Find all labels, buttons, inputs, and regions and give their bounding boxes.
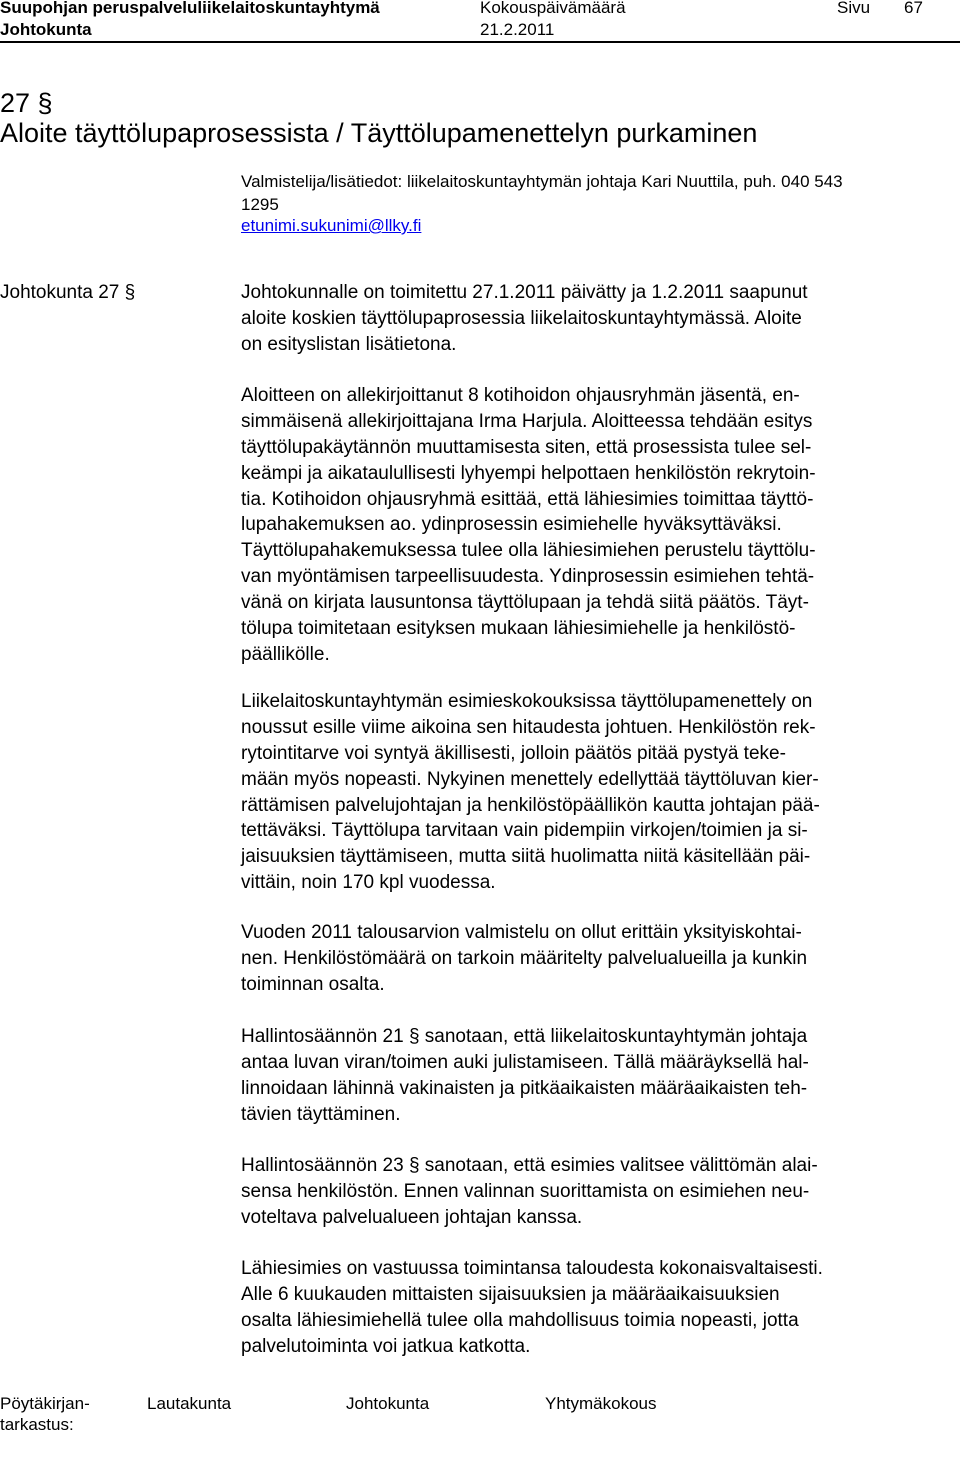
paragraph-line: täyttölupakäytännön muuttamisesta siten, että prosessista tulee sel-	[241, 436, 812, 458]
paragraph-7	[241, 1256, 823, 1360]
paragraph-line: Hallintosäännön 21 § sanotaan, että liikelaitoskuntayhtymän johtaja	[241, 1026, 808, 1047]
paragraph-line: keämpi ja aikataulullisesti lyhyempi helpottaen henkilöstön rekrytoin-	[241, 462, 816, 484]
preparer-email-link[interactable]: etunimi.sukunimi@llky.fi	[241, 216, 422, 235]
paragraph-line: rättämisen palvelujohtajan ja henkilöstöpäällikön kautta johtajan pää-	[241, 794, 820, 816]
paragraph-4	[241, 920, 807, 998]
paragraph-line: osalta lähiesimiehellä tulee olla mahdollisuus toimia nopeasti, jotta	[241, 1309, 799, 1331]
paragraph-line: tettäväksi. Täyttölupa tarvitaan vain pidempiin virkojen/toimien ja si-	[241, 820, 808, 842]
paragraph-line: antaa luvan viran/toimen auki julistamiseen. Tällä määräyksellä hal-	[241, 1051, 809, 1073]
paragraph-line: voteltava palvelualueen johtajan kanssa.	[241, 1206, 583, 1228]
paragraph-line: päällikölle.	[241, 643, 330, 665]
paragraph-line: lupahakemuksen ao. ydinprosessin esimiehelle hyväksyttäväksi.	[241, 514, 782, 536]
paragraph-line: Täyttölupahakemuksessa tulee olla lähiesimiehen perustelu täyttölu-	[241, 540, 816, 562]
paragraph-2	[241, 383, 816, 668]
organization-name: Suupohjan peruspalveluliikelaitoskuntayhtymä	[0, 0, 380, 17]
paragraph-line: jaisuuksien täyttämiseen, mutta siitä huolimatta niitä käsitellään päi-	[241, 846, 811, 868]
paragraph-line: tia. Kotihoidon ohjausryhmä esittää, että lähiesimies toimittaa täyttö-	[241, 488, 814, 510]
meeting-date: 21.2.2011	[480, 20, 555, 39]
paragraph-line: vittäin, noin 170 kpl vuodessa.	[241, 872, 496, 894]
paragraph-line: Lähiesimies on vastuussa toimintansa taloudesta kokonaisvaltaisesti.	[241, 1258, 823, 1279]
section-number: 27 §	[0, 88, 53, 118]
review-label-line: tarkastus:	[0, 1415, 74, 1434]
paragraph-line: aloite koskien täyttölupaprosessia liikelaitoskuntayhtymässä. Aloite	[241, 307, 802, 329]
footer-assembly-column: Yhtymäkokous	[545, 1394, 657, 1413]
page-number: 67	[904, 0, 923, 17]
footer-executive-column: Johtokunta	[346, 1394, 430, 1413]
body-name: Johtokunta	[0, 20, 92, 39]
paragraph-line: simmäisenä allekirjoittajana Irma Harjula. Aloitteessa tehdään esitys	[241, 410, 813, 432]
section-title: Aloite täyttölupaprosessista / Täyttölupamenettelyn purkaminen	[0, 118, 758, 148]
paragraph-line: noussut esille viime aikoina sen hitaudesta johtuen. Henkilöstön rek-	[241, 716, 816, 738]
preparer-line: Valmistelija/lisätiedot: liikelaitoskuntayhtymän johtaja Kari Nuuttila, puh. 040 543	[241, 172, 843, 191]
paragraph-line: Johtokunnalle on toimitettu 27.1.2011 päivätty ja 1.2.2011 saapunut	[241, 282, 808, 303]
review-label-line: Pöytäkirjan-	[0, 1394, 90, 1413]
paragraph-1	[241, 280, 808, 358]
paragraph-line: linnoidaan lähinnä vakinaisten ja pitkäaikaisten määräaikaisten teh-	[241, 1077, 808, 1099]
paragraph-line: on esityslistan lisätietona.	[241, 333, 457, 355]
paragraph-5	[241, 1024, 809, 1128]
paragraph-line: mään myös nopeasti. Nykyinen menettely edellyttää täyttöluvan kier-	[241, 768, 819, 790]
paragraph-line: nen. Henkilöstömäärä on tarkoin määritelty palvelualueilla ja kunkin	[241, 947, 808, 969]
paragraph-line: toiminnan osalta.	[241, 973, 385, 995]
paragraph-3	[241, 689, 820, 896]
paragraph-line: Liikelaitoskuntayhtymän esimieskokouksissa täyttölupamenettely on	[241, 691, 813, 712]
paragraph-line: tävien täyttäminen.	[241, 1103, 401, 1125]
meeting-date-label: Kokouspäivämäärä	[480, 0, 626, 17]
paragraph-line: Aloitteen on allekirjoittanut 8 kotihoidon ohjausryhmän jäsentä, en-	[241, 385, 800, 406]
paragraph-line: rytointitarve voi syntyä äkillisesti, jolloin päätös pitää pystyä teke-	[241, 742, 786, 764]
review-label	[0, 1393, 90, 1435]
paragraph-line: Alle 6 kuukauden mittaisten sijaisuuksien ja määräaikaisuuksien	[241, 1283, 780, 1305]
paragraph-line: Vuoden 2011 talousarvion valmistelu on ollut erittäin yksityiskohtai-	[241, 922, 802, 943]
footer-board-column: Lautakunta	[147, 1394, 232, 1413]
paragraph-line: van myöntämisen tarpeellisuudesta. Ydinprosessin esimiehen tehtä-	[241, 566, 815, 588]
paragraph-line: sensa henkilöstön. Ennen valinnan suorittamista on esimiehen neu-	[241, 1180, 810, 1202]
agenda-side-label: Johtokunta 27 §	[0, 282, 136, 303]
paragraph-line: palvelutoiminta voi jatkua katkotta.	[241, 1335, 531, 1357]
paragraph-line: vänä on kirjata lausuntonsa täyttölupaan ja tehdä siitä päätös. Täyt-	[241, 592, 809, 614]
preparer-info	[241, 170, 843, 216]
header-divider	[0, 41, 960, 43]
paragraph-line: tölupa toimitetaan esityksen mukaan lähiesimiehelle ja henkilöstö-	[241, 618, 796, 640]
preparer-line: 1295	[241, 195, 279, 214]
page-label: Sivu	[837, 0, 871, 17]
paragraph-line: Hallintosäännön 23 § sanotaan, että esimies valitsee välittömän alai-	[241, 1155, 818, 1176]
paragraph-6	[241, 1153, 818, 1231]
